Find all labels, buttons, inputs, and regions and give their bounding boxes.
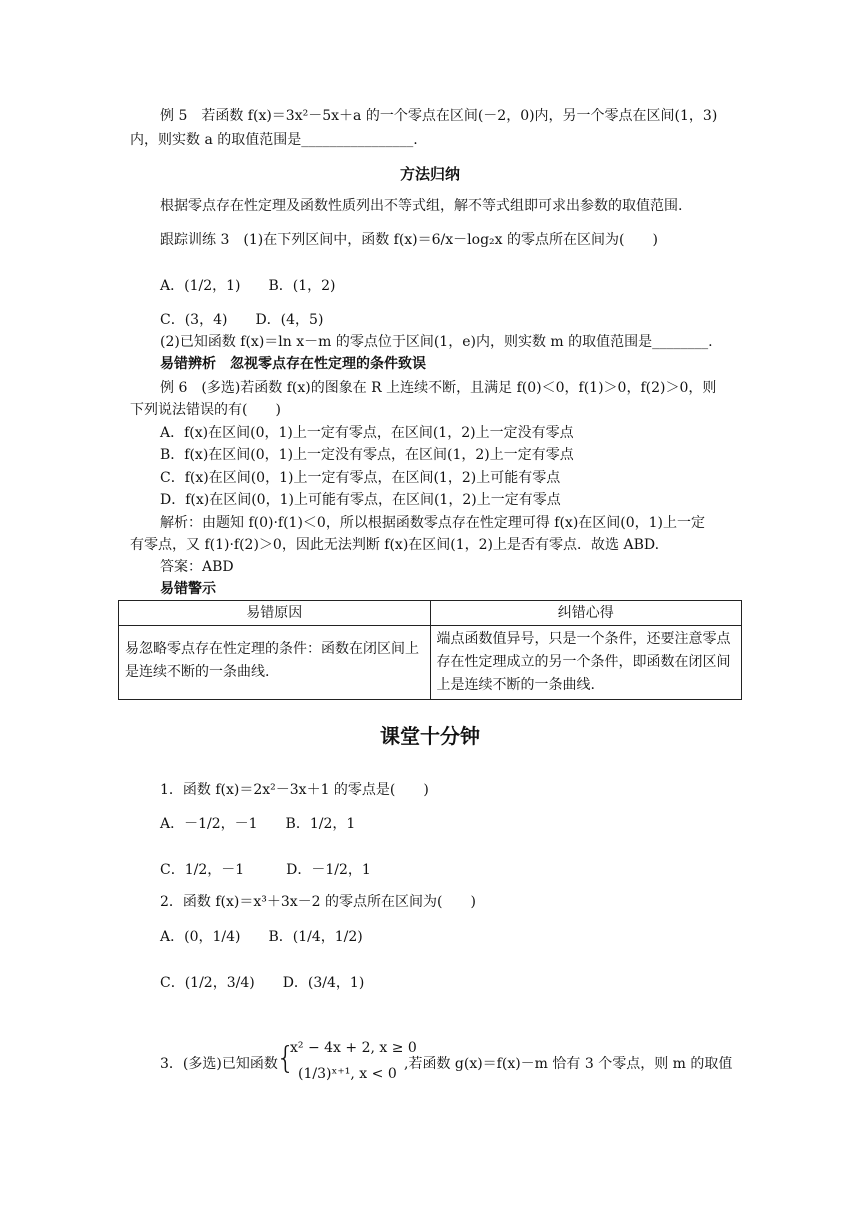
example-5-line-2: 内，则实数 a 的取值范围是________________.	[130, 132, 418, 148]
track-3-question-1: 跟踪训练 3 (1)在下列区间中，函数 f(x)＝6/x－log₂x 的零点所在区间为( )	[160, 232, 658, 248]
question-3-prefix: 3．(多选)已知函数	[160, 1056, 278, 1072]
track-3-options-ab: A．(1/2，1) B．(1，2)	[160, 278, 336, 294]
warning-title: 易错警示	[160, 581, 216, 597]
question-3-case-1: x² − 4x + 2, x ≥ 0	[290, 1040, 417, 1056]
example-6-answer: 答案：ABD	[160, 559, 234, 575]
question-1-options-ab: A．－1/2，－1 B．1/2，1	[160, 816, 356, 832]
question-3-case-2: (1/3)ˣ⁺¹, x < 0	[298, 1066, 397, 1082]
example-6-analysis-2: 有零点，又 f(1)·f(2)＞0，因此无法判断 f(x)在区间(1，2)上是否有零点．故选 ABD.	[130, 537, 660, 553]
example-6-line-2: 下列说法错误的有( )	[130, 402, 281, 418]
example-6-line-1: 例 6 (多选)若函数 f(x)的图象在 R 上连续不断，且满足 f(0)＜0，f(1)＞0，f(2)＞0，则	[160, 380, 717, 396]
example-6-analysis-1: 解析：由题知 f(0)·f(1)＜0，所以根据函数零点存在性定理可得 f(x)在区间(0，1)上一定	[160, 515, 706, 531]
track-3-options-cd: C．(3，4) D．(4，5)	[160, 312, 324, 328]
example-5-line-1: 例 5 若函数 f(x)＝3x²－5x＋a 的一个零点在区间(－2，0)内，另一个零点在区间(1，3)	[160, 108, 718, 124]
example-6-option-c: C．f(x)在区间(0，1)上一定有零点，在区间(1，2)上可能有零点	[160, 470, 561, 486]
question-1-stem: 1．函数 f(x)＝2x²－3x＋1 的零点是( )	[160, 782, 429, 798]
example-6-option-b: B．f(x)在区间(0，1)上一定没有零点，在区间(1，2)上一定有零点	[160, 447, 574, 463]
example-6-option-d: D．f(x)在区间(0，1)上可能有零点，在区间(1，2)上一定有零点	[160, 492, 561, 508]
method-summary-text: 根据零点存在性定理及函数性质列出不等式组，解不等式组即可求出参数的取值范围.	[160, 198, 683, 214]
method-summary-title: 方法归纳	[399, 165, 460, 183]
pitfall-title: 易错辨析 忽视零点存在性定理的条件致误	[160, 356, 426, 372]
question-2-stem: 2．函数 f(x)＝x³＋3x－2 的零点所在区间为( )	[160, 894, 476, 910]
question-2-options-ab: A．(0，1/4) B．(1/4，1/2)	[160, 929, 363, 945]
question-1-options-cd: C．1/2，－1 D．－1/2，1	[160, 862, 371, 878]
table-cell-correction: 端点函数值异号，只是一个条件，还要注意零点存在性定理成立的另一个条件，即函数在闭区间上是连续不断的一条曲线.	[430, 626, 742, 700]
table-cell-cause: 易忽略零点存在性定理的条件：函数在闭区间上是连续不断的一条曲线.	[119, 626, 431, 700]
warning-table	[118, 600, 742, 700]
track-3-question-2: (2)已知函数 f(x)＝ln x－m 的零点位于区间(1，e)内，则实数 m 的取值范围是________.	[160, 334, 713, 350]
example-6-option-a: A．f(x)在区间(0，1)上一定有零点，在区间(1，2)上一定没有零点	[160, 425, 574, 441]
table-header-correction: 纠错心得	[430, 601, 742, 626]
brace-icon: {	[276, 1041, 296, 1076]
table-header-cause: 易错原因	[119, 601, 431, 626]
question-2-options-cd: C．(1/2，3/4) D．(3/4，1)	[160, 975, 365, 991]
question-3-suffix: ,若函数 g(x)＝f(x)－m 恰有 3 个零点，则 m 的取值	[404, 1056, 733, 1072]
section-title: 课堂十分钟	[380, 724, 480, 748]
